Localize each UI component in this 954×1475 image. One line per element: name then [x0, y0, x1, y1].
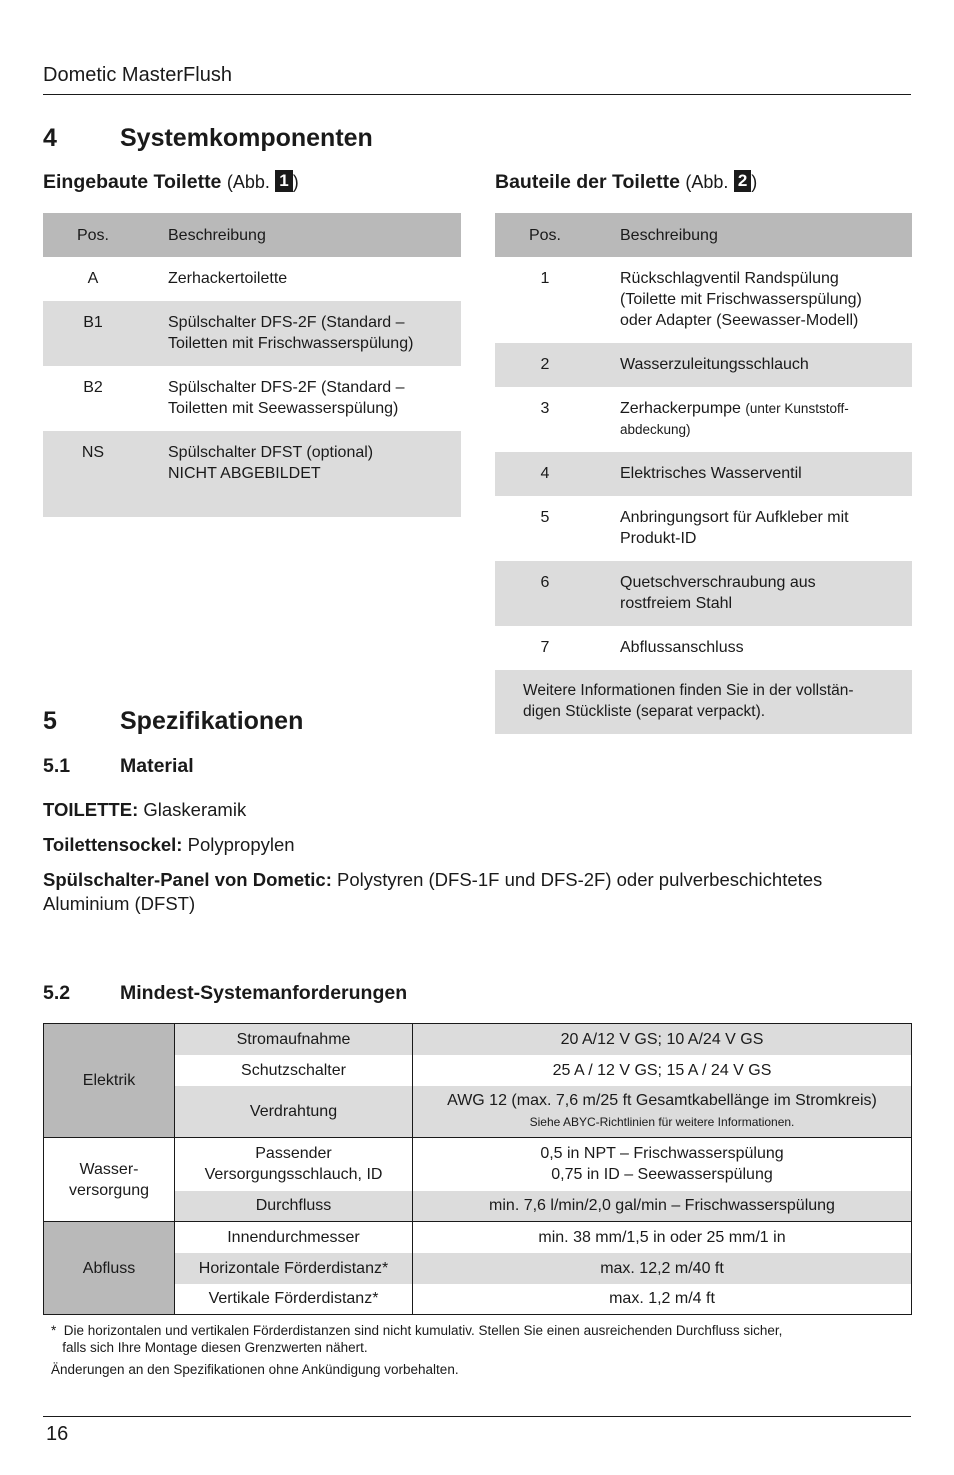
subsection-title: Mindest-Systemanforderungen: [120, 982, 408, 1004]
row-desc: Quetschverschraubung aus rostfreiem Stahl: [620, 561, 912, 626]
table-row: [495, 257, 912, 343]
row-desc: Zerhackertoilette: [168, 270, 288, 287]
section-title: Spezifikationen: [120, 707, 304, 735]
header-rule: [43, 94, 911, 95]
spec-value: 25 A / 12 V GS; 15 A / 24 V GS: [552, 1061, 772, 1079]
material-value: Polystyren (DFS-1F und DFS-2F) oder pulverbeschichtetes: [337, 869, 823, 890]
table-row: [44, 1024, 912, 1055]
spec-label: Stromaufnahme: [175, 1024, 413, 1055]
row-desc: Spülschalter DFS-2F (Standard – Toiletten mit Seewasserspülung): [168, 379, 405, 417]
row-pos: 1: [540, 270, 550, 287]
section-title: Systemkomponenten: [120, 124, 373, 152]
abb-label: (Abb.: [226, 172, 270, 192]
abb-close: ): [292, 172, 299, 192]
section-5-heading: [43, 707, 303, 736]
row-desc: Spülschalter DFST (optional) NICHT ABGEBILDET: [168, 431, 461, 517]
row-desc: Rückschlagventil Randspülung (Toilette mit Frischwasserspülung) oder Adapter (Seewasser-Modell): [620, 270, 862, 329]
spec-label: Schutzschalter: [175, 1055, 413, 1086]
row-pos: NS: [43, 431, 168, 517]
col-pos: Pos.: [43, 213, 168, 257]
section-number: 5: [43, 707, 57, 735]
table-row: [43, 301, 461, 366]
row-desc: Wasserzuleitungsschlauch: [620, 343, 912, 387]
row-pos: B1: [43, 301, 168, 366]
table-row: [44, 1086, 912, 1138]
material-label: Spülschalter-Panel von Dometic:: [43, 869, 332, 890]
requirements-table: [43, 1023, 912, 1315]
table-row: [495, 343, 912, 387]
table-note-row: [495, 670, 912, 734]
spec-value: 20 A/12 V GS; 10 A/24 V GS: [413, 1024, 912, 1055]
col-desc: Beschreibung: [168, 213, 461, 257]
subsection-5-2-heading: [43, 982, 407, 1005]
col-desc: Beschreibung: [620, 213, 912, 257]
row-pos: B2: [83, 379, 103, 396]
spec-value: 0,5 in NPT – Frischwasserspülung 0,75 in ID – Seewasserspülung: [540, 1145, 784, 1184]
table-row: [495, 626, 912, 670]
abb-label: (Abb.: [685, 172, 729, 192]
table-row: [495, 561, 912, 626]
subsection-title: Material: [120, 755, 194, 777]
material-value: Glaskeramik: [143, 799, 247, 820]
table-row: [44, 1138, 912, 1191]
row-pos: 5: [540, 509, 550, 526]
table-header-row: [495, 213, 912, 257]
material-base: [43, 833, 911, 857]
spec-value: min. 7,6 l/min/2,0 gal/min – Frischwasserspülung: [413, 1191, 912, 1222]
spec-label: Innendurchmesser: [175, 1222, 413, 1253]
row-desc: Anbringungsort für Aufkleber mit Produkt-ID: [620, 509, 849, 547]
footnote-distances: * Die horizontalen und vertikalen Förderdistanzen sind nicht kumulativ. Stellen Sie einen ausreichenden Durchfluss sicher, falls sich Ihre Montage diesen Grenzwerten nähert.: [51, 1323, 783, 1355]
subheading-text: Eingebaute Toilette: [43, 171, 222, 193]
row-pos: 7: [540, 639, 550, 656]
category-drain: Abfluss: [44, 1222, 175, 1315]
spec-value: max. 1,2 m/4 ft: [609, 1290, 715, 1308]
row-desc: Spülschalter DFS-2F (Standard – Toiletten mit Frischwasserspülung): [168, 301, 461, 366]
spec-value: max. 12,2 m/40 ft: [413, 1253, 912, 1284]
row-pos: 6: [495, 561, 620, 626]
row-desc: Zerhackerpumpe (unter Kunststoff- abdeckung): [620, 400, 849, 437]
subsection-number: 5.1: [43, 755, 71, 777]
subsection-number: 5.2: [43, 982, 71, 1004]
material-toilet: [43, 798, 911, 822]
installed-toilet-heading: [43, 170, 299, 194]
table-row: [495, 496, 912, 561]
figure-number-badge: 2: [734, 170, 751, 192]
material-value-cont: Aluminium (DFST): [43, 893, 196, 914]
spec-label: Durchfluss: [175, 1191, 413, 1222]
subsection-5-1-heading: [43, 755, 194, 778]
material-label: TOILETTE:: [43, 799, 139, 820]
footer-rule: [43, 1416, 911, 1417]
material-panel: [43, 868, 911, 916]
row-pos: A: [87, 270, 99, 287]
spec-value: AWG 12 (max. 7,6 m/25 ft Gesamtkabellänge im Stromkreis) Siehe ABYC-Richtlinien für weitere Informationen.: [413, 1086, 912, 1138]
spec-value: min. 38 mm/1,5 in oder 25 mm/1 in: [538, 1228, 786, 1246]
spec-note: Siehe ABYC-Richtlinien für weitere Informationen.: [529, 1115, 795, 1130]
table-row: [44, 1191, 912, 1222]
subheading-text: Bauteile der Toilette: [495, 171, 680, 193]
row-desc: Elektrisches Wasserventil: [620, 452, 912, 496]
table-row: [44, 1284, 912, 1315]
table-row: [44, 1253, 912, 1284]
figure-number-badge: 1: [275, 170, 292, 192]
table-row: [495, 387, 912, 452]
installed-toilet-table: [43, 213, 461, 517]
toilet-parts-table: [495, 213, 912, 734]
table-row: [43, 366, 461, 431]
row-pos: 2: [495, 343, 620, 387]
section-number: 4: [43, 124, 57, 152]
table-row: [43, 257, 461, 301]
row-pos: 4: [495, 452, 620, 496]
row-desc: Abflussanschluss: [620, 639, 744, 656]
table-row: [44, 1055, 912, 1086]
spec-label: Passender Versorgungsschlauch, ID: [175, 1138, 413, 1191]
section-4-heading: [43, 124, 373, 153]
row-pos: 3: [540, 400, 550, 417]
abb-close: ): [751, 172, 758, 192]
table-row: [495, 452, 912, 496]
spec-label: Vertikale Förderdistanz*: [175, 1284, 413, 1315]
spec-label: Horizontale Förderdistanz*: [175, 1253, 413, 1284]
table-header-row: [43, 213, 461, 257]
material-value: Polypropylen: [187, 834, 295, 855]
col-pos: Pos.: [495, 213, 620, 257]
toilet-parts-heading: [495, 170, 757, 194]
page-number: 16: [46, 1423, 69, 1445]
table-row: [44, 1222, 912, 1253]
table-row: [43, 431, 461, 517]
spec-label: Verdrahtung: [175, 1086, 413, 1138]
category-water-supply: Wasser- versorgung: [44, 1138, 175, 1222]
table-note: Weitere Informationen finden Sie in der vollstän- digen Stückliste (separat verpackt).: [495, 670, 912, 734]
header-title: Dometic MasterFlush: [43, 64, 232, 86]
material-label: Toilettensockel:: [43, 834, 183, 855]
footnote-changes: Änderungen an den Spezifikationen ohne Ankündigung vorbehalten.: [51, 1362, 459, 1377]
category-electrics: Elektrik: [44, 1024, 175, 1138]
footnote-marker: *: [51, 1323, 57, 1338]
